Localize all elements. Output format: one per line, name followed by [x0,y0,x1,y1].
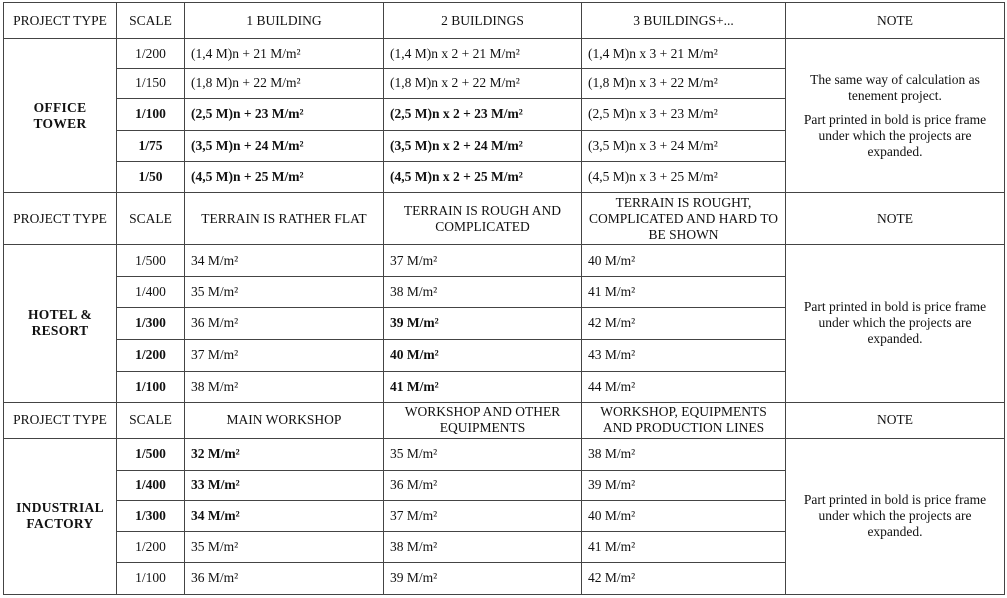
header-col-1: MAIN WORKSHOP [185,402,384,438]
scale-cell: 1/200 [117,339,185,371]
note-cell [786,438,1005,594]
price-cell: 32 M/m² [185,438,384,470]
price-cell: 37 M/m² [185,339,384,371]
price-cell: 38 M/m² [384,532,582,563]
scale-cell: 1/500 [117,438,185,470]
scale-cell: 1/200 [117,39,185,69]
price-cell: 34 M/m² [185,501,384,532]
header-note: NOTE [786,193,1005,245]
note-text: Part printed in bold is price frame under which the projects are expanded. [803,299,987,347]
price-cell: 37 M/m² [384,245,582,277]
scale-cell: 1/100 [117,98,185,130]
price-cell: 40 M/m² [582,245,786,277]
section-header-row [4,193,1005,245]
price-cell: (1,8 M)n + 22 M/m² [185,68,384,98]
section-header-row [4,402,1005,438]
header-col-2: TERRAIN IS ROUGH AND COMPLICATED [384,193,582,245]
scale-cell: 1/150 [117,68,185,98]
note-text: The same way of calculation as tenement project. [810,71,980,103]
header-note: NOTE [786,3,1005,39]
section-header-row [4,3,1005,39]
scale-cell: 1/100 [117,562,185,594]
price-cell: 35 M/m² [185,532,384,563]
price-cell: 41 M/m² [582,532,786,563]
scale-cell: 1/75 [117,130,185,162]
price-cell: 39 M/m² [384,562,582,594]
price-cell: 39 M/m² [384,307,582,339]
price-cell: 38 M/m² [384,277,582,308]
header-project-type: PROJECT TYPE [4,3,117,39]
price-cell: 36 M/m² [384,470,582,501]
price-cell: 33 M/m² [185,470,384,501]
price-cell: 36 M/m² [185,307,384,339]
price-cell: (3,5 M)n + 24 M/m² [185,130,384,162]
price-cell: 39 M/m² [582,470,786,501]
price-cell: 34 M/m² [185,245,384,277]
table-row [4,245,1005,277]
header-col-3: 3 BUILDINGS+... [582,3,786,39]
note-cell [786,39,1005,193]
price-cell: 40 M/m² [582,501,786,532]
note-text: Part printed in bold is price frame under which the projects are expanded. [803,111,987,159]
header-project-type: PROJECT TYPE [4,193,117,245]
price-cell: 35 M/m² [185,277,384,308]
project-type-label: OFFICE TOWER [4,39,117,193]
price-cell: 38 M/m² [582,438,786,470]
price-cell: 41 M/m² [384,371,582,402]
price-cell: (1,4 M)n + 21 M/m² [185,39,384,69]
header-col-1: TERRAIN IS RATHER FLAT [185,193,384,245]
price-cell: (1,8 M)n x 3 + 22 M/m² [582,68,786,98]
note-text: Part printed in bold is price frame under which the projects are expanded. [803,492,987,540]
price-cell: (1,4 M)n x 2 + 21 M/m² [384,39,582,69]
price-cell: (2,5 M)n x 3 + 23 M/m² [582,98,786,130]
header-project-type: PROJECT TYPE [4,402,117,438]
scale-cell: 1/200 [117,532,185,563]
price-cell: (3,5 M)n x 2 + 24 M/m² [384,130,582,162]
price-cell: 35 M/m² [384,438,582,470]
price-cell: 42 M/m² [582,307,786,339]
price-cell: 43 M/m² [582,339,786,371]
price-cell: 42 M/m² [582,562,786,594]
header-scale: SCALE [117,402,185,438]
price-cell: (1,8 M)n x 2 + 22 M/m² [384,68,582,98]
price-cell: (2,5 M)n x 2 + 23 M/m² [384,98,582,130]
header-col-1: 1 BUILDING [185,3,384,39]
scale-cell: 1/500 [117,245,185,277]
header-col-3: TERRAIN IS ROUGHT, COMPLICATED AND HARD TO BE SHOWN [582,193,786,245]
scale-cell: 1/400 [117,470,185,501]
price-cell: 41 M/m² [582,277,786,308]
scale-cell: 1/50 [117,162,185,193]
header-col-2: 2 BUILDINGS [384,3,582,39]
price-cell: (2,5 M)n + 23 M/m² [185,98,384,130]
price-cell: 40 M/m² [384,339,582,371]
price-cell: 36 M/m² [185,562,384,594]
scale-cell: 1/100 [117,371,185,402]
price-cell: (4,5 M)n x 3 + 25 M/m² [582,162,786,193]
price-cell: (4,5 M)n x 2 + 25 M/m² [384,162,582,193]
note-cell [786,245,1005,402]
project-type-label: INDUSTRIAL FACTORY [4,438,117,594]
price-cell: 44 M/m² [582,371,786,402]
header-scale: SCALE [117,3,185,39]
project-type-label: HOTEL & RESORT [4,245,117,402]
table-row [4,438,1005,470]
price-cell: (4,5 M)n + 25 M/m² [185,162,384,193]
header-col-2: WORKSHOP AND OTHER EQUIPMENTS [384,402,582,438]
price-cell: 37 M/m² [384,501,582,532]
table-row [4,39,1005,69]
scale-cell: 1/300 [117,501,185,532]
header-note: NOTE [786,402,1005,438]
header-scale: SCALE [117,193,185,245]
scale-cell: 1/300 [117,307,185,339]
scale-cell: 1/400 [117,277,185,308]
price-cell: (1,4 M)n x 3 + 21 M/m² [582,39,786,69]
price-cell: 38 M/m² [185,371,384,402]
price-cell: (3,5 M)n x 3 + 24 M/m² [582,130,786,162]
header-col-3: WORKSHOP, EQUIPMENTS AND PRODUCTION LINES [582,402,786,438]
pricing-table [3,2,1005,595]
